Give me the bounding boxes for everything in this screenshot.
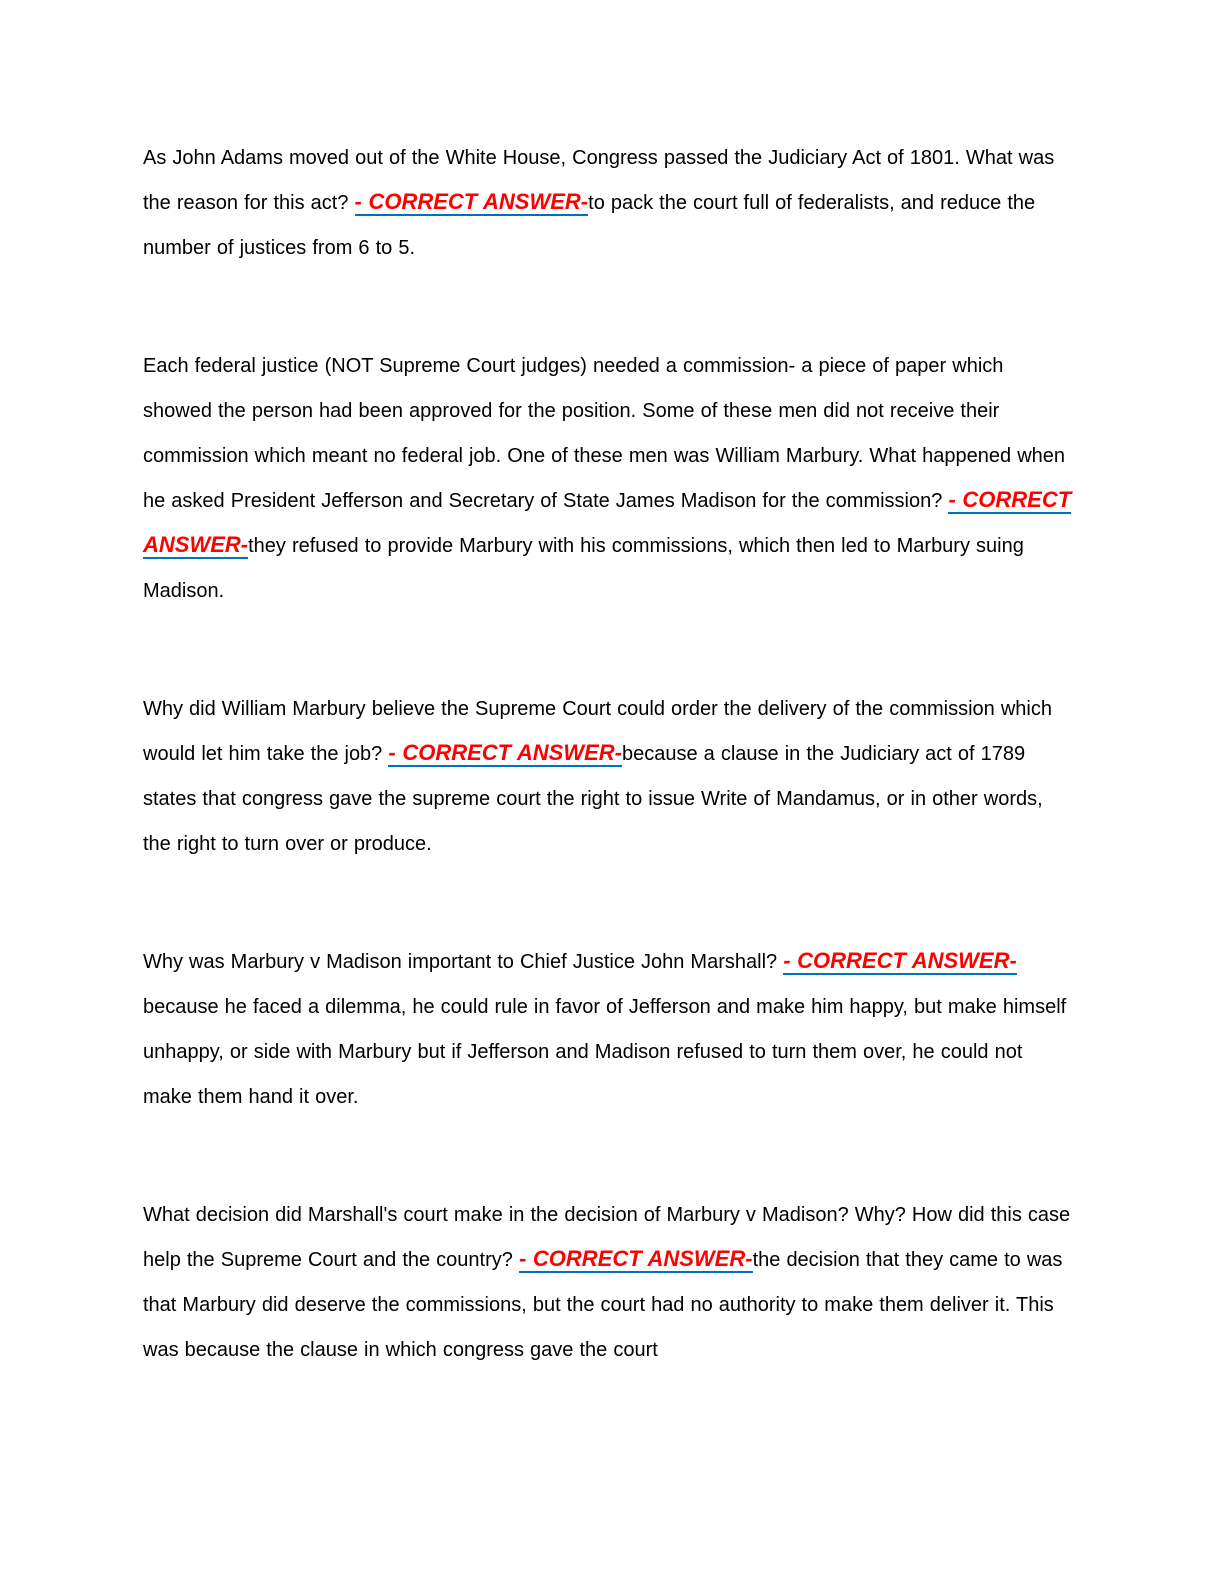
correct-answer-label: - CORRECT ANSWER- [518,1246,753,1271]
qa-item-1 [143,136,1073,271]
qa-item-2 [143,344,1073,614]
answer-text: because he faced a dilemma, he could rule in favor of Jefferson and make him happy, but make himself unhappy, or side with Marbury but if Jefferson and Madison refused to turn them over, he could not make them hand it over. [143,996,1067,1108]
correct-answer-label: - CORRECT ANSWER- [783,948,1017,973]
answer-text: the decision that they came to was that Marbury did deserve the commissions, but the court had no authority to make them deliver it. This was because the clause in which congress gave the court [143,1249,1063,1361]
correct-answer-label: - CORRECT ANSWER- [388,740,622,765]
question-text: What decision did Marshall's court make in the decision of Marbury v Madison? Why? How did this case help the Supreme Court and the country? [143,1204,1071,1271]
answer-text: to pack the court full of federalists, and reduce the number of justices from 6 to 5. [143,192,1036,259]
qa-item-3 [143,687,1073,867]
answer-text: because a clause in the Judiciary act of 1789 states that congress gave the supreme court the right to issue Write of Mandamus, or in other words, the right to turn over or produce. [143,743,1043,855]
question-text: As John Adams moved out of the White House, Congress passed the Judiciary Act of 1801. What was the reason for this act? [143,147,1055,214]
document-body [143,136,1073,1446]
answer-text: they refused to provide Marbury with his commissions, which then led to Marbury suing Madison. [143,535,1024,602]
question-text: Each federal justice (NOT Supreme Court judges) needed a commission- a piece of paper which showed the person had been approved for the position. Some of these men did not receive their commission which meant no federal job. One of these men was William Marbury. What happened when he asked President Jefferson and Secretary of State James Madison for the commission? [143,355,1066,512]
question-text: Why did William Marbury believe the Supreme Court could order the delivery of the commission which would let him take the job? [143,698,1052,765]
correct-answer-label: - CORRECT ANSWER- [354,189,589,214]
qa-item-5 [143,1193,1073,1373]
correct-answer-label: - CORRECT ANSWER- [143,487,1072,557]
qa-item-4 [143,940,1073,1120]
question-text: Why was Marbury v Madison important to Chief Justice John Marshall? [143,951,784,973]
